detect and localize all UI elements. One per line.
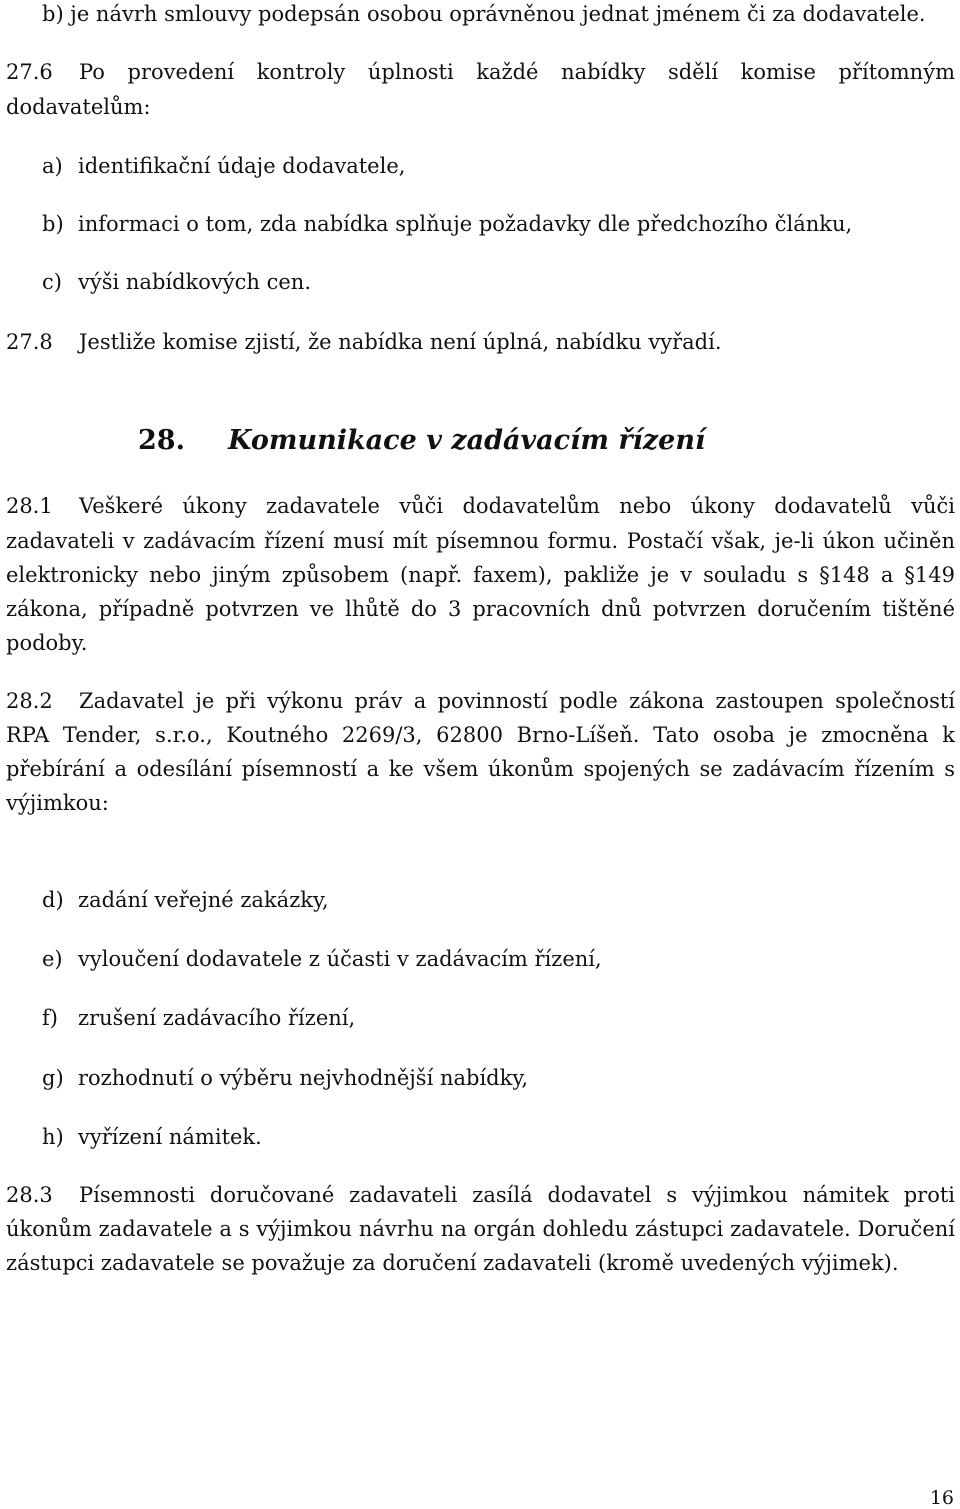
item-b-continued: b) je návrh smlouvy podepsán osobou oprávněnou jednat jménem či za dodavatele. [42, 2, 926, 26]
list-item-b [42, 210, 852, 238]
clause-28-1-number: 28.1 [6, 494, 53, 518]
list-item-text: vyřízení námitek. [78, 1125, 262, 1149]
list-marker: c) [42, 270, 62, 294]
list-item-text: informaci o tom, zda nabídka splňuje požadavky dle předchozího článku, [78, 212, 853, 236]
clause-27-6-number: 27.6 [6, 60, 53, 84]
clause-27-8-text: Jestliže komise zjistí, že nabídka není úplná, nabídku vyřadí. [79, 330, 722, 354]
list-marker: a) [42, 154, 63, 178]
list-marker: h) [42, 1125, 64, 1149]
list-marker: d) [42, 888, 64, 912]
clause-28-2-number: 28.2 [6, 689, 53, 713]
clause-28-2-line3: přebírání a odesílání písemností a ke všem úkonům spojených se zadávacím řízením s [6, 757, 955, 781]
clause-28-1-line3: elektronicky nebo jiným způsobem (např. faxem), pakliže je v souladu s §148 a §149 [6, 563, 955, 587]
clause-28-3-line1 [6, 1181, 955, 1209]
list-item-text: zrušení zadávacího řízení, [78, 1006, 356, 1030]
list-item-text: zadání veřejné zakázky, [78, 888, 329, 912]
section-number: 28. [138, 425, 185, 456]
list-item-h [42, 1123, 262, 1151]
clause-28-3-text: Písemnosti doručované zadavateli zasílá dodavatel s výjimkou námitek proti [79, 1183, 955, 1207]
list-marker: b) [42, 212, 64, 236]
clause-28-1-text: Veškeré úkony zadavatele vůči dodavatelům nebo úkony dodavatelů vůči [79, 494, 955, 518]
section-title: Komunikace v zadávacím řízení [228, 425, 706, 456]
list-marker: f) [42, 1006, 58, 1030]
list-item-d [42, 886, 329, 914]
list-marker: e) [42, 947, 63, 971]
list-item-g [42, 1064, 528, 1092]
section-heading-28 [138, 424, 705, 458]
clause-27-6-line1 [6, 58, 955, 86]
clause-28-3-line3: zástupci zadavatele se považuje za doručení zadavateli (kromě uvedených výjimek). [6, 1251, 899, 1275]
list-item-text: identifikační údaje dodavatele, [78, 154, 406, 178]
list-marker: g) [42, 1066, 64, 1090]
clause-28-1-line4: zákona, případně potvrzen ve lhůtě do 3 pracovních dnů potvrzen doručením tištěné [6, 597, 955, 621]
clause-28-1-line2: zadavateli v zadávacím řízení musí mít písemnou formu. Postačí však, je-li úkon učiněn [6, 529, 955, 553]
clause-27-6-text: Po provedení kontroly úplnosti každé nabídky sdělí komise přítomným [79, 60, 955, 84]
clause-28-1-line1 [6, 492, 955, 520]
clause-28-2-line1 [6, 687, 955, 715]
list-item-c [42, 268, 311, 296]
list-item-a [42, 152, 405, 180]
clause-28-2-line2: RPA Tender, s.r.o., Koutného 2269/3, 62800 Brno-Líšeň. Tato osoba je zmocněna k [6, 723, 955, 747]
list-item-text: vyloučení dodavatele z účasti v zadávacím řízení, [78, 947, 602, 971]
page-number: 16 [929, 1487, 954, 1509]
clause-28-1-line5: podoby. [6, 631, 88, 655]
list-item-text: rozhodnutí o výběru nejvhodnější nabídky, [78, 1066, 529, 1090]
clause-28-2-text: Zadavatel je při výkonu práv a povinností podle zákona zastoupen společností [79, 689, 955, 713]
list-item-text: výši nabídkových cen. [78, 270, 311, 294]
clause-28-3-line2: úkonům zadavatele a s výjimkou návrhu na orgán dohledu zástupci zadavatele. Doručení [6, 1217, 955, 1241]
clause-28-3-number: 28.3 [6, 1183, 53, 1207]
list-item-f [42, 1004, 355, 1032]
list-item-e [42, 945, 602, 973]
clause-27-8 [6, 328, 722, 356]
clause-28-2-line4: výjimkou: [6, 791, 109, 815]
clause-27-8-number: 27.8 [6, 330, 53, 354]
clause-27-6-line2: dodavatelům: [6, 95, 151, 119]
